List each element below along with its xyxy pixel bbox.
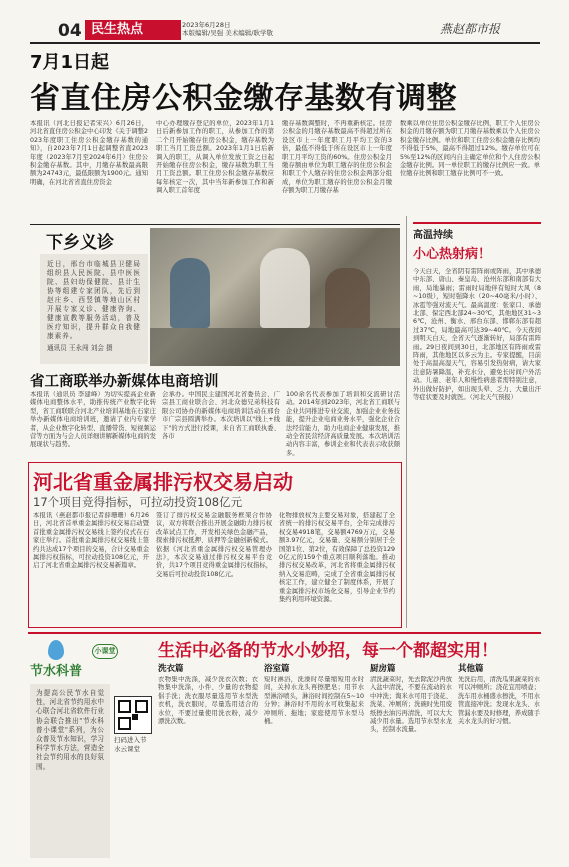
water-logo-sub: 小课堂 [92, 644, 118, 659]
training-col-2: 会承办。中国民主建国河北省委员会、广宗县工商业联合会、河北众德兄弟科技有限公司协办的新媒体电商培训活动在邢台市广宗县圆满举办。本次培训以"线上+线下"的方式进行授课，来自省工商联执委、各市 [162, 391, 280, 441]
tip-other [458, 662, 540, 856]
weather-title: 高温持续 [413, 230, 453, 241]
weather-body: 今天白天，全省阴有雷阵雨或阵雨，其中承德中东部、唐山、秦皇岛、沧州东部和南部有大雨，局地暴雨；雷雨时局地伴有短时大风（8~10级），短时强降水（20~40毫米/小时）、冰雹等强对流天气。最高温度：张家口、承德北部、保定西北部24~30℃，其他地区31~36℃，沧州、衡水、邢台东部、邯郸东部有超过37℃，局地最高可达39~40℃。今天夜间到明天白天，全省天气逐渐转好，局部有雷阵雨。29日夜间到30日，北部地区有阵雨或雷阵雨，其他地区以多云为主。专家提醒，目前处于高温高湿天气，容易引发热射病，请大家注意防暑降温，补充水分，避免长时间户外活动。儿童、老年人和慢性病患者需特别注意，外出做好防护，如出现头晕、乏力、大量出汗等症状要及时就医。（河北天气预报） [413, 268, 541, 402]
tip-kitchen [370, 662, 452, 856]
header-date: 2023年6月28日 [182, 21, 231, 29]
tip-bath-title: 浴室篇 [264, 664, 290, 674]
water-drop-icon [48, 640, 64, 660]
header-rule [30, 42, 540, 44]
qr-corner-bl [118, 717, 131, 730]
tip-other-body: 先洗后用，清洗瓜果蔬菜的水可以冲厕所；浇花宜用喷壶；洗车用水桶盛水擦洗，不用水管直接冲洗；发现水龙头、水管漏水要及时修理，养成随手关水龙头的好习惯。 [458, 676, 540, 726]
tip-bath [264, 662, 364, 856]
photo-figure-left [170, 258, 210, 328]
training-col-3: 100余名代表参加了培训和交流研讨活动。2014年到2023年，河北省工商联与企业共同推进专业交流，加强企业业务技能，提升企业电商业务水平，强化企业合法经营能力，助力电商企业健康发展，推动全省民营经济高质量发展。本次培训活动内容丰富，参训企业和代表表示收获颇多。 [286, 391, 400, 457]
qr-corner-tl [118, 700, 131, 713]
tip-wash-body: 衣物集中洗涤，减少洗衣次数；衣物集中洗涤，小件、少量的衣物提倡手洗；洗衣服尽量选用节水型洗衣机，洗衣服时，尽量选用适合的水位，不要过量使用洗衣粉，减少漂洗次数。 [158, 676, 258, 726]
lead-bottom-rule [30, 224, 400, 225]
page-number: 04 [58, 21, 82, 41]
qr-code[interactable] [114, 696, 152, 734]
water-logo [28, 640, 138, 680]
lead-col-4: 数乘以单位住房公积金缴存比例，职工个人住房公积金的月缴存额为职工月缴存基数乘以个人住房公积金缴存比例。单位和职工住房公积金缴存比例均不得低于5%，最高不得超过12%。缴存单位可在5%至12%的区间内自主确定单位和个人住房公积金缴存比例。同一单位职工的缴存比例应一致。单位缴存比例和职工缴存比例可不一致。 [400, 120, 540, 178]
section-label: 民生热点 [85, 20, 181, 40]
lead-headline: 省直住房公积金缴存基数有调整 [30, 81, 457, 116]
weather-block [413, 222, 541, 650]
bottom-intro: 为提高公民节水自觉性，河北省节约用水中心联合河北省软件行业协会联合推出"节水科普小课堂"系列，为公众普及节水知识，学习科学节水方法，营造全社会节约用水的良好氛围。 [36, 689, 104, 771]
lead-col-1: 本报讯（河北日报记者宋兴）6月26日，河北省直住房公积金中心印发《关于调整2023年度职工住房公积金缴存基数的通知》，自2023年7月1日起调整省直2023年度（2023年7月至2024年6月）住房公积金缴存基数。其中，月缴存基数最高限额为24743元，最低限额为1900元。通知明确，在河北省省直住房资金 [30, 120, 148, 186]
main-story-col-2: 签订了排污权交易金融服务框架合作协议，双方将联合推出开展金融助力排污权改革试点工作，开发相关绿色金融产品，探索排污权抵押、质押等金融创新模式。依据《河北省重金属排污权交易管理办法》，本次交易通过排污权交易平台竞价，共17个项目竞得重金属排污权指标，交易后可拉动投资108亿元。 [156, 512, 272, 578]
main-story-subtitle: 17个项目竞得指标，可拉动投资108亿元 [33, 495, 243, 509]
bottom-headline: 生活中必备的节水小妙招，每一个都超实用！ [158, 641, 498, 661]
photo-figure-right [325, 268, 370, 328]
training-col-1: 本报讯（通讯员 李建峰）为切实提高企业新媒体电商整体水平，助推传统产业数字化转型，省工商联联合河北产业培训基地在石家庄举办新媒体电商培训班，邀请了业内专家学者，从企业数字化转型、直播带货、短视频运营等方面为与会人员详细讲解新媒体电商的发展现状与趋势。 [30, 391, 156, 449]
training-title: 省工商联举办新媒体电商培训 [30, 374, 219, 390]
feature-caption: 近日，邢台市临城县卫健局组织县人民医院、县中医医院、县妇幼保健院、县计生协等组建专家团队，先后到赵庄乡、西竖镇等地山区村开展专家义诊、健康咨询、健康宣教等服务活动，普及医疗知识，提升群众自我健康素养。 [47, 260, 141, 340]
main-story-title: 河北省重金属排污权交易启动 [33, 470, 293, 494]
water-logo-main: 节水科普 [30, 664, 83, 679]
lead-kicker: 7月1日起 [30, 52, 110, 73]
bottom-intro-box [30, 684, 110, 858]
lead-col-3: 缴存基数调整时，不再重新核定。住房公积金的月缴存基数最高不得超过所在设区市上一年度职工月平均工资的3倍，最低不得低于所在设区市上一年度职工月平均工资的60%。住房公积金月缴存额由单位为职工缴存的住房公积金和职工个人缴存的住房公积金两部分组成，单位为职工缴存的住房公积金月缴存额为职工月缴存基 [282, 120, 392, 195]
lead-col-2: 中心办理缴存登记的单位，2023年1月1日后新参加工作的职工，从参加工作的第二个月开始缴存住房公积金，缴存基数为职工当月工资总额。2023年1月1日后新调入的职工，从调入单位发放工资之日起开始缴存住房公积金，缴存基数为职工当月工资总额。职工住房公积金缴存基数应每年核定一次，其中当年新参加工作和新调入职工首年度 [156, 120, 274, 195]
right-col-divider [406, 216, 407, 628]
tip-other-title: 其他篇 [458, 664, 484, 674]
photo-figure-doctor [260, 248, 310, 328]
weather-top-rule [413, 222, 541, 224]
main-story-col-3: 化物排放权为主要交易对象，搭建起了全省统一的排污权交易平台，全年完成排污权交易4918笔，交易额4769万元，交易额3.97亿元，交易量、交易额分别居于全国第1位、第2位，有效保障了总投资1290亿元的159个重点项目顺利落地。推动排污权交易改革，河北省将重金属排污权纳入交易范畴，完成了全省重金属排污权核定工作，建立健全了制度体系，开展了重金属排污权市场化交易，引导企业节约集约利用环境资源。 [279, 512, 395, 604]
feature-credit: 通讯员 王永闯 刘会 摄 [47, 344, 113, 352]
tip-wash-title: 洗衣篇 [158, 664, 184, 674]
newspaper-logo: 燕赵都市报 [440, 22, 501, 36]
photo-table [150, 328, 400, 366]
weather-subtitle: 小心热射病！ [413, 247, 492, 262]
header-date-block [182, 21, 273, 37]
feature-photo [150, 228, 400, 366]
tip-kitchen-title: 厨房篇 [370, 664, 396, 674]
tip-wash [158, 662, 258, 856]
qr-center [132, 714, 138, 720]
bottom-top-rule [28, 632, 541, 634]
header-editors: 本版编辑/吴强 美术编辑/耿学敬 [182, 29, 273, 37]
feature-title: 下乡义诊 [46, 233, 114, 253]
tip-kitchen-body: 清洗蔬菜时，先去除泥沙再放入盆中清洗，不要在流动的水中冲洗；淘米水可用于浇花、洗菜、冲厕所；洗碗时先用废纸擦去油污再清洗，可以大大减少用水量。选用节水型水龙头，控制水流量。 [370, 676, 452, 734]
qr-label: 扫码进入节水云课堂 [114, 736, 147, 753]
qr-corner-tr [135, 700, 148, 713]
feature-caption-box [40, 254, 148, 364]
main-story-col-1: 本报讯（燕赵都市报记者薛珊珊）6月26日，河北省首单重金属排污权交易启动暨首批重金属排污权交易线上签约仪式在石家庄举行。首批重金属排污权交易线上签约共达成17个项目的交易，合计交易重金属排污权指标，可拉动投资108亿元，开启了河北省重金属排污权交易新篇章。 [33, 512, 149, 570]
tip-bath-body: 短时淋浴，洗澡时尽量缩短用水时间，关掉水龙头再擦肥皂；用节水型淋浴喷头，淋浴时间控制在5~10分钟；淋浴时不用的水可收集起来冲厕所、拖地；家庭使用节水型马桶。 [264, 676, 364, 726]
